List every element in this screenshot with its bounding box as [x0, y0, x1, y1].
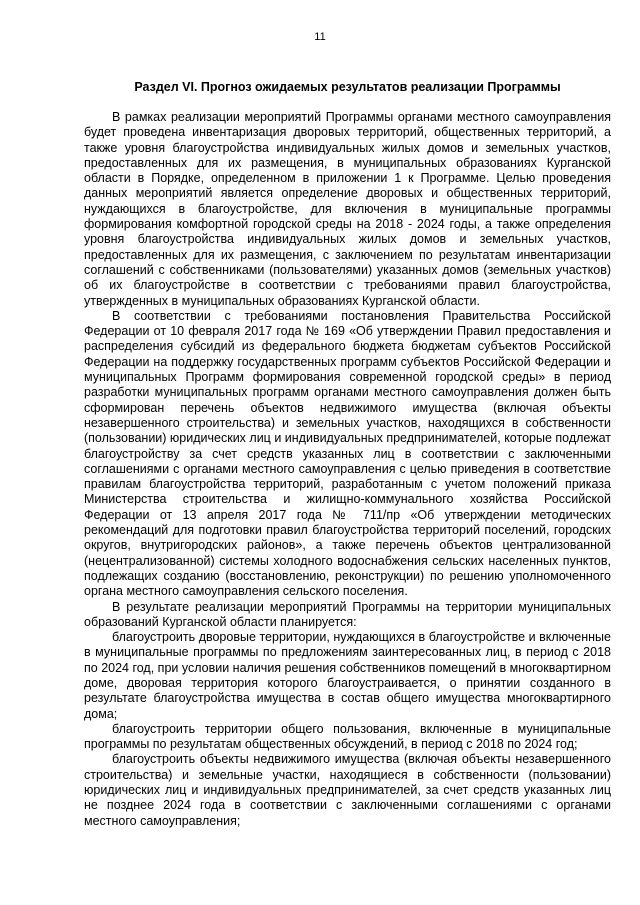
page-number: 11	[314, 31, 326, 43]
paragraph-yard-territories: благоустроить дворовые территории, нуждающихся в благоустройстве и включенные в муниципальные программы по предложениям заинтересованных лиц, в период с 2018 по 2024 год, при условии наличия решения собственников помещений в многоквартирном доме, дворовая территория которого благоустраивается, о принятии созданного в результате благоустройства имущества в состав общего имущества многоквартирного дома;	[84, 630, 612, 721]
paragraph-expected-results-intro: В результате реализации мероприятий Программы на территории муниципальных образований Курганской области планируется:	[84, 599, 611, 629]
paragraph-public-territories: благоустроить территории общего пользования, включенные в муниципальные программы по результатам общественных обсуждений, в период с 2018 по 2024 год;	[84, 721, 611, 752]
paragraph-real-estate-objects: благоустроить объекты недвижимого имущества (включая объекты незавершенного строительства) и земельные участки, находящиеся в собственности (пользовании) юридических лиц и индивидуальных предпринимателей, за счет средств указанных лиц не позднее 2024 года в соответствии с заключенными соглашениями с органами местного самоуправления;	[84, 752, 611, 828]
section-title: Раздел VI. Прогноз ожидаемых результатов реализации Программы	[134, 80, 561, 94]
paragraph-inventory: В рамках реализации мероприятий Программы органами местного самоуправления будет проведена инвентаризация дворовых территорий, общественных территорий, а также уровня благоустройства индивидуальных жилых домов и земельных участков, предоставленных для их размещения, в муниципальных образованиях Курганской области в Порядке, определенном в приложении 1 к Программе. Целью проведения данных мероприятий является определение дворовых и общественных территорий, нуждающихся в благоустройстве, для включения в муниципальные программы формирования комфортной городской среды на 2018 - 2024 годы, а также определения уровня благоустройства индивидуальных жилых домов и земельных участков, предоставленных для их размещения, с заключением по результатам инвентаризации соглашений с собственниками (пользователями) указанных домов (земельных участков) об их благоустройстве в соответствии с требованиями правил благоустройства, утвержденных в муниципальных образованиях Курганской области.	[84, 110, 611, 308]
document-body	[84, 110, 611, 829]
paragraph-government-decree: В соответствии с требованиями постановления Правительства Российской Федерации от 10 февраля 2017 года № 169 «Об утверждении Правил предоставления и распределения субсидий из федерального бюджета бюджетам субъектов Российской Федерации на поддержку государственных программ субъектов Российской Федерации и муниципальных Программ формирования современной городской среды» в период разработки муниципальных программ органами местного самоуправления должен быть сформирован перечень объектов недвижимого имущества (включая объекты незавершенного строительства) и земельных участков, находящихся в собственности (пользовании) юридических лиц и индивидуальных предпринимателей, которые подлежат благоустройству за счет средств указанных лиц в соответствии с заключенными соглашениями с органами местного самоуправления с целью приведения в соответствие правилам благоустройства территорий, разработанным с учетом положений приказа Министерства строительства и жилищно-коммунального хозяйства Российской Федерации от 13 апреля 2017 года № 711/пр «Об утверждении методических рекомендаций для подготовки правил благоустройства территорий поселений, городских округов, внутригородских районов», а также перечень объектов централизованной (нецентрализованной) системы холодного водоснабжения сельских населенных пунктов, подлежащих созданию (восстановлению, реконструкции) по решению уполномоченного органа местного самоуправления сельского поселения.	[84, 308, 611, 599]
